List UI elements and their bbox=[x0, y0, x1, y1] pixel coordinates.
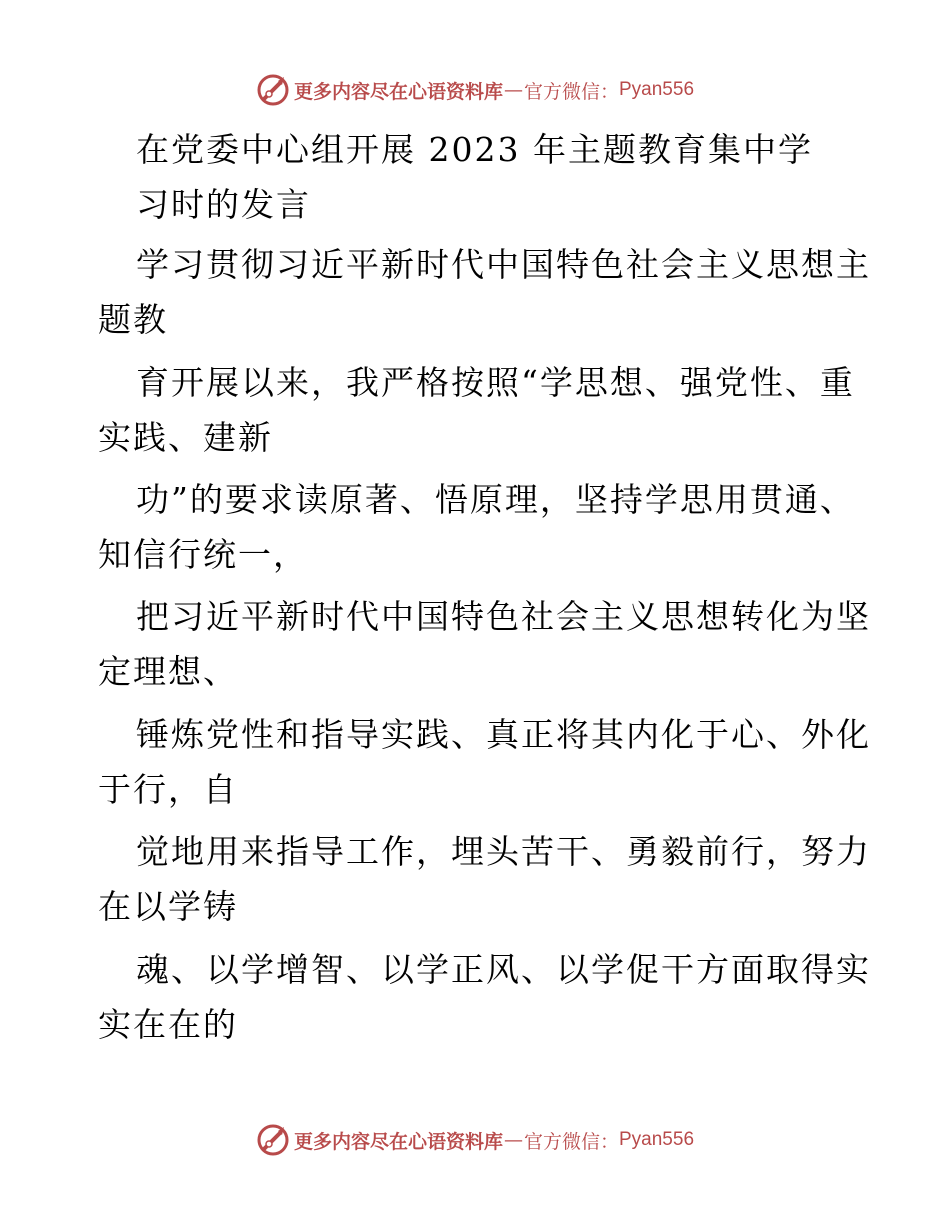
paragraph-line: 在以学铸 bbox=[98, 887, 238, 926]
footer-wechat-handle: Pyan556 bbox=[619, 1129, 695, 1150]
header-watermark-banner bbox=[0, 70, 950, 110]
paragraph-line: 实在在的 bbox=[98, 1005, 238, 1044]
paragraph-line: 实践、建新 bbox=[98, 418, 273, 457]
paragraph-line: 锤炼党性和指导实践、真正将其内化于心、外化 bbox=[136, 715, 871, 754]
paragraph-line: 把习近平新时代中国特色社会主义思想转化为坚 bbox=[136, 597, 871, 636]
footer-official-label: 官方微信： bbox=[523, 1130, 619, 1153]
paragraph-line: 学习贯彻习近平新时代中国特色社会主义思想主 bbox=[136, 245, 871, 284]
paragraph-line: 功”的要求读原著、悟原理，坚持学思用贯通、 bbox=[136, 480, 855, 519]
brand-logo-icon bbox=[256, 73, 290, 107]
paragraph-line: 题教 bbox=[98, 300, 168, 339]
paragraph-line: 魂、以学增智、以学正风、以学促干方面取得实 bbox=[136, 950, 871, 989]
document-title-line-2: 习时的发言 bbox=[136, 185, 311, 224]
footer-watermark-banner bbox=[0, 1120, 950, 1160]
header-official-label: 官方微信： bbox=[523, 80, 619, 103]
paragraph-line: 觉地用来指导工作，埋头苦干、勇毅前行，努力 bbox=[136, 832, 871, 871]
footer-brand-text: 更多内容尽在心语资料库 bbox=[293, 1130, 503, 1153]
paragraph-line: 育开展以来，我严格按照“学思想、强党性、重 bbox=[136, 363, 855, 402]
paragraph-line: 定理想、 bbox=[98, 652, 238, 691]
footer-dash: — bbox=[503, 1129, 523, 1151]
header-dash: — bbox=[503, 79, 523, 101]
paragraph-line: 于行，自 bbox=[98, 770, 238, 809]
brand-logo-icon bbox=[256, 1123, 290, 1157]
document-title-line-1: 在党委中心组开展 2023 年主题教育集中学 bbox=[136, 130, 813, 169]
header-wechat-handle: Pyan556 bbox=[619, 79, 695, 100]
header-brand-text: 更多内容尽在心语资料库 bbox=[293, 80, 503, 103]
paragraph-line: 知信行统一， bbox=[98, 535, 308, 574]
